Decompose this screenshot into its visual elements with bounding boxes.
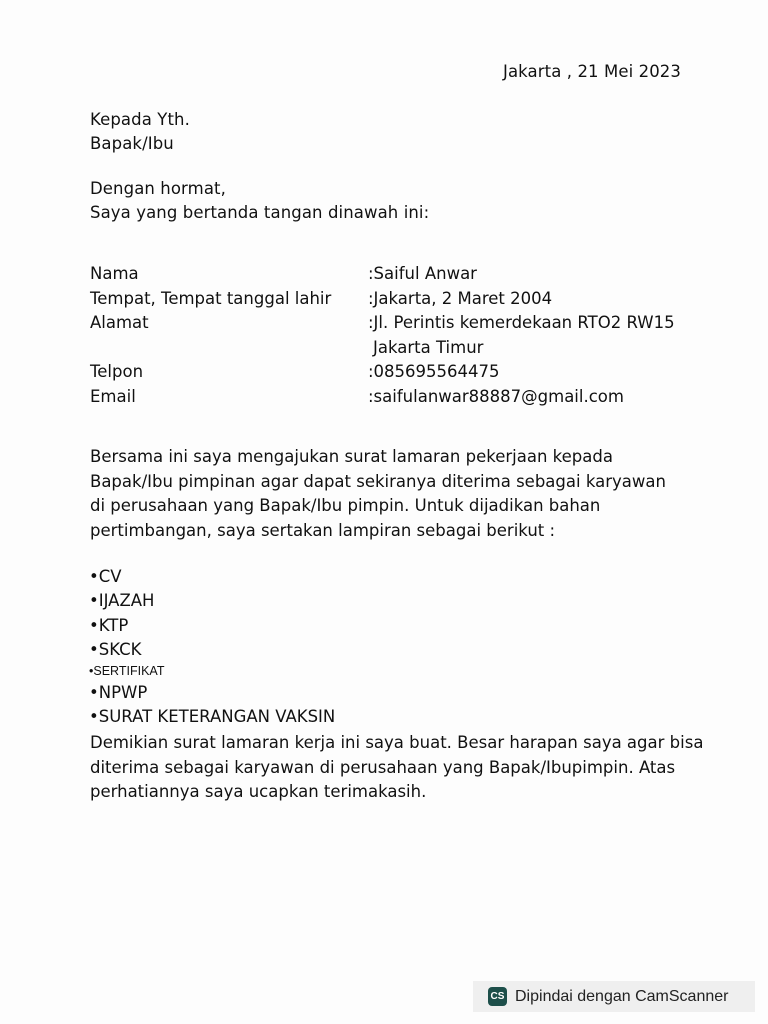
attachment-item: •KTP bbox=[89, 615, 129, 635]
detail-value bbox=[368, 311, 730, 360]
paragraph-line: Demikian surat lamaran kerja ini saya buat. Besar harapan saya agar bisa bbox=[90, 733, 704, 752]
detail-value: :saifulanwar88887@gmail.com bbox=[368, 386, 624, 406]
intro-paragraph bbox=[90, 445, 730, 543]
address-line: :Jl. Perintis kemerdekaan RTO2 RW15 bbox=[368, 313, 675, 332]
detail-row-address bbox=[90, 311, 730, 360]
recipient-line: Bapak/Ibu bbox=[90, 134, 174, 153]
attachment-item: •CV bbox=[89, 567, 122, 586]
detail-row-name bbox=[90, 262, 730, 287]
paragraph-line: pertimbangan, saya sertakan lampiran sebagai berikut : bbox=[90, 520, 556, 540]
address-line: Jakarta Timur bbox=[373, 337, 484, 357]
scanner-label: Dipindai dengan CamScanner bbox=[515, 987, 729, 1005]
detail-label: Tempat, Tempat tanggal lahir bbox=[90, 288, 332, 308]
place-date: Jakarta , 21 Mei 2023 bbox=[503, 62, 682, 81]
detail-label: Email bbox=[90, 386, 136, 406]
attachment-item: •SURAT KETERANGAN VAKSIN bbox=[89, 707, 336, 727]
detail-value: :Saiful Anwar bbox=[368, 264, 477, 283]
closing-paragraph bbox=[90, 731, 730, 805]
attachment-item: •NPWP bbox=[89, 683, 148, 703]
paragraph-line: Bapak/Ibu pimpinan agar dapat sekiranya diterima sebagai karyawan bbox=[90, 471, 666, 491]
paragraph-line: perhatiannya saya ucapkan terimakasih. bbox=[90, 782, 427, 801]
greeting-block bbox=[90, 177, 429, 225]
paragraph-line: diterima sebagai karyawan di perusahaan yang Bapak/Ibupimpin. Atas bbox=[90, 757, 676, 777]
paragraph-line: di perusahaan yang Bapak/Ibu pimpin. Untuk dijadikan bahan bbox=[90, 496, 601, 515]
salutation: Dengan hormat, bbox=[90, 179, 226, 198]
detail-value: :085695564475 bbox=[368, 362, 500, 381]
paragraph-line: Bersama ini saya mengajukan surat lamaran pekerjaan kepada bbox=[90, 447, 613, 466]
attachment-item: •SERTIFIKAT bbox=[89, 664, 165, 679]
detail-row-email bbox=[90, 385, 730, 410]
applicant-details bbox=[90, 262, 730, 409]
recipient-block bbox=[90, 108, 190, 156]
attachment-list bbox=[89, 565, 335, 730]
attachment-item: •IJAZAH bbox=[89, 591, 155, 611]
detail-label: Nama bbox=[90, 264, 139, 283]
detail-row-birth bbox=[90, 287, 730, 312]
camscanner-logo-icon: CS bbox=[488, 987, 507, 1006]
detail-value: :Jakarta, 2 Maret 2004 bbox=[368, 288, 553, 308]
opening-sentence: Saya yang bertanda tangan dinawah ini: bbox=[90, 203, 430, 222]
scanner-watermark bbox=[473, 981, 755, 1012]
detail-label: Telpon bbox=[90, 362, 144, 381]
recipient-line: Kepada Yth. bbox=[90, 110, 190, 129]
detail-row-phone bbox=[90, 360, 730, 385]
detail-label: Alamat bbox=[90, 313, 149, 332]
attachment-item: •SKCK bbox=[89, 639, 142, 659]
